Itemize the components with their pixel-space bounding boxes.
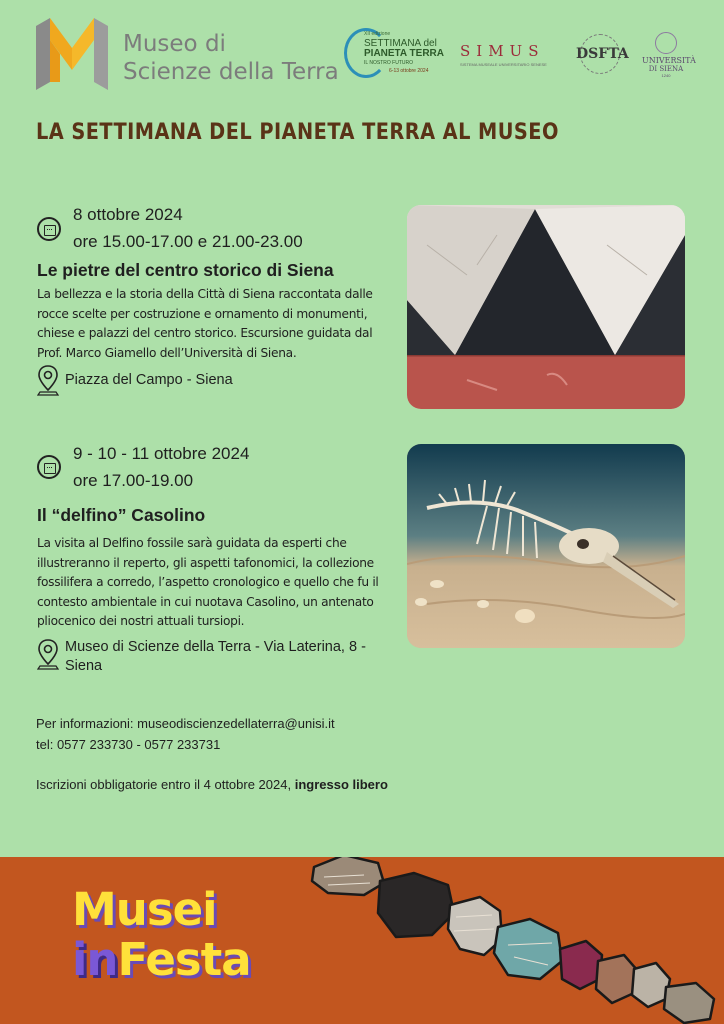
event-description: La visita al Delfino fossile sarà guidata da esperti che illustreranno il reperto, gli aspetti tafonomici, la collezione fossilifera a corredo, l’aspetto cronologico e quello che fu il contesto ambientale in cui nuotava Casolino, un antenato pliocenico dei nostri attuali tursiopi. (37, 536, 379, 628)
dsfta-logo (574, 34, 630, 74)
brand-in: in (72, 933, 118, 986)
museum-logo-icon (36, 18, 108, 92)
unisi-line3: 1240 (661, 73, 671, 78)
location-pin-icon (37, 364, 59, 396)
unisi-seal-icon (655, 32, 677, 54)
event-title: Il “delfino” Casolino (37, 505, 206, 525)
museum-name (123, 30, 339, 86)
unisi-line1: UNIVERSITÀ (642, 56, 696, 65)
event-date: 8 ottobre 2024 (73, 205, 183, 224)
location-pin-icon (37, 638, 59, 670)
calendar-icon (37, 455, 61, 479)
dsfta-text: DSFTA (576, 46, 629, 62)
registration-free-entry: ingresso libero (294, 777, 388, 792)
settimana-edition: XII edizione (364, 31, 391, 37)
settimana-line1: SETTIMANA del (364, 38, 437, 49)
footer (0, 857, 724, 1024)
settimana-dates: 6-13 ottobre 2024 (389, 68, 429, 74)
page-title: LA SETTIMANA DEL PIANETA TERRA AL MUSEO (36, 120, 559, 145)
brand-festa: Festa (117, 933, 251, 986)
stones-photo (407, 205, 685, 409)
brand-musei: Musei (72, 883, 217, 936)
info-phone: tel: 0577 233730 - 0577 233731 (36, 737, 221, 752)
brand-infesta (72, 933, 251, 986)
event-description: La bellezza e la storia della Città di Siena raccontata dalle rocce scelte per costruzione e ornamento di monumenti, chiese e palazzi del centro storico. Escursione guidata dal Prof. Marco Giamello dell’Università di Siena. (37, 287, 373, 360)
museum-name-line2: Scienze della Terra (123, 59, 339, 85)
museum-name-line1: Museo di (123, 31, 226, 57)
simus-logo (460, 42, 547, 67)
info-registration (36, 774, 388, 795)
header (0, 0, 724, 110)
dolphin-fossil-photo (407, 444, 685, 648)
calendar-icon (37, 217, 61, 241)
rocks-illustration (304, 857, 724, 1024)
registration-text: Iscrizioni obbligatorie entro il 4 ottobre 2024, (36, 777, 295, 792)
settimana-line3: IL NOSTRO FUTURO (364, 60, 413, 66)
unisi-logo (642, 32, 696, 78)
event-date: 9 - 10 - 11 ottobre 2024 (73, 444, 250, 463)
unisi-line2: DI SIENA (648, 65, 684, 73)
event-title: Le pietre del centro storico di Siena (37, 260, 334, 280)
event-time: ore 17.00-19.00 (73, 471, 194, 490)
info-email: Per informazioni: museodiscienzedellaterra@unisi.it (36, 716, 335, 731)
settimana-pianeta-terra-logo (344, 26, 444, 82)
simus-subtitle: SISTEMA MUSEALE UNIVERSITARIO SENESE (460, 62, 547, 67)
event-time: ore 15.00-17.00 e 21.00-23.00 (73, 232, 303, 251)
simus-text: SIMUS (460, 42, 545, 60)
event-place-line1: Museo di Scienze della Terra - Via Laterina, 8 - (65, 639, 366, 655)
event-place: Piazza del Campo - Siena (65, 372, 233, 388)
event-place-line2: Siena (65, 658, 103, 674)
settimana-line2: PIANETA TERRA (364, 48, 444, 59)
